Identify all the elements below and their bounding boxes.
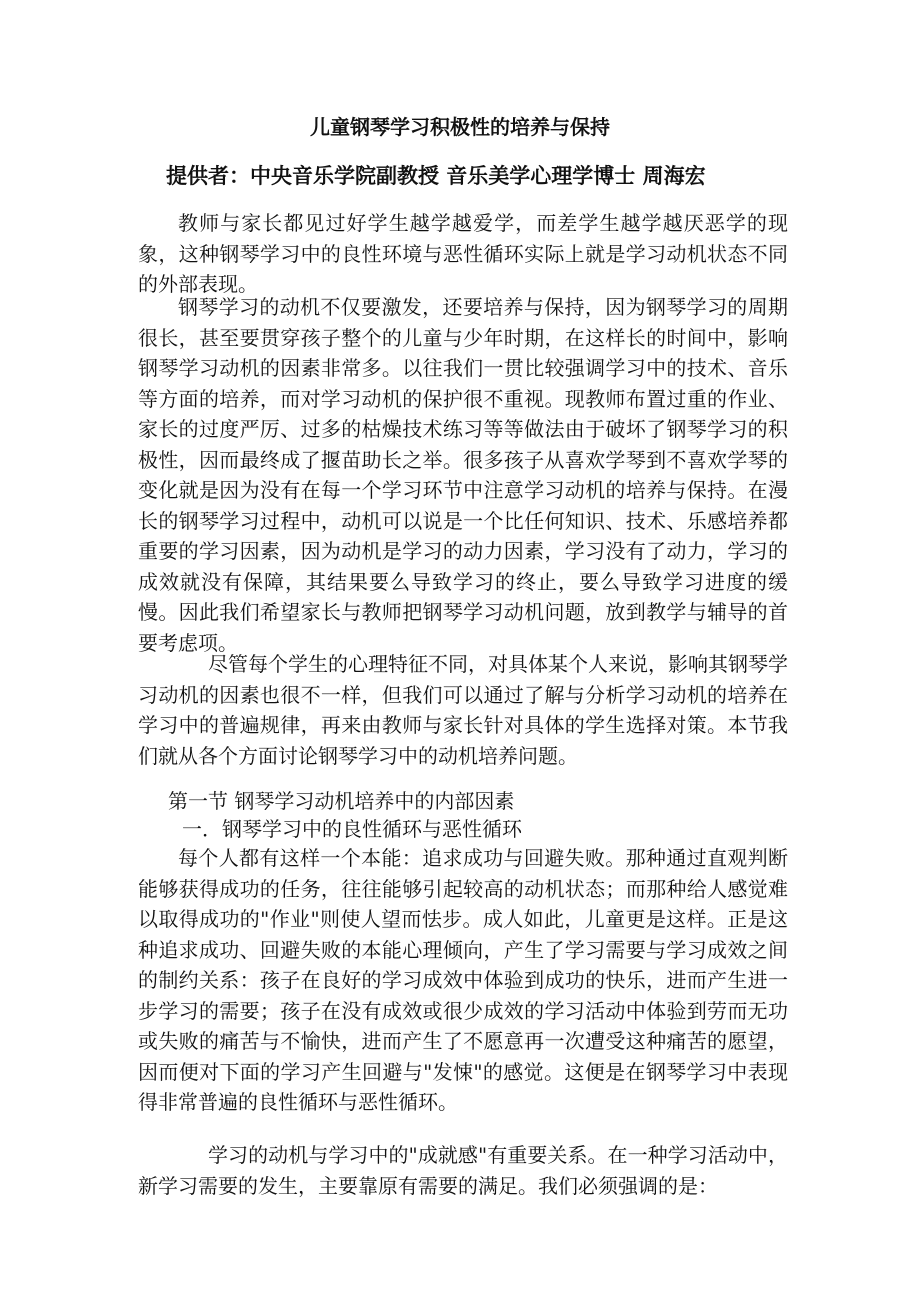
provider-line: 提供者：中央音乐学院副教授 音乐美学心理学博士 周海宏 <box>166 164 706 188</box>
document-title: 儿童钢琴学习积极性的培养与保持 <box>310 115 610 139</box>
paragraph-5: 学习的动机与学习中的"成就感"有重要关系。在一种学习活动中，新学习需要的发生，主要靠原有需要的满足。我们必须强调的是： <box>138 1143 788 1198</box>
paragraph-3: 尽管每个学生的心理特征不同，对具体某个人来说，影响其钢琴学习动机的因素也很不一样，但我们可以通过了解与分析学习动机的培养在学习中的普遍规律，再来由教师与家长针对具体的学生选择对策。本节我们就从各个方面讨论钢琴学习中的动机培养问题。 <box>138 652 788 768</box>
section-heading: 第一节 钢琴学习动机培养中的内部因素 <box>168 789 515 813</box>
paragraph-1: 教师与家长都见过好学生越学越爱学，而差学生越学越厌恶学的现象，这种钢琴学习中的良性环境与恶性循环实际上就是学习动机状态不同的外部表现。 <box>138 211 788 296</box>
paragraph-2: 钢琴学习的动机不仅要激发，还要培养与保持，因为钢琴学习的周期很长，甚至要贯穿孩子整个的儿童与少年时期，在这样长的时间中，影响钢琴学习动机的因素非常多。以往我们一贯比较强调学习中的技术、音乐等方面的培养，而对学习动机的保护很不重视。现教师布置过重的作业、家长的过度严厉、过多的枯燥技术练习等等做法由于破坏了钢琴学习的积极性，因而最终成了揠苗助长之举。很多孩子从喜欢学琴到不喜欢学琴的变化就是因为没有在每一个学习环节中注意学习动机的培养与保持。在漫长的钢琴学习过程中，动机可以说是一个比任何知识、技术、乐感培养都重要的学习因素，因为动机是学习的动力因素，学习没有了动力，学习的成效就没有保障，其结果要么导致学习的终止，要么导致学习进度的缓慢。因此我们希望家长与教师把钢琴学习动机问题，放到教学与辅导的首要考虑项。 <box>138 295 788 655</box>
subsection-heading: 一．钢琴学习中的良性循环与恶性循环 <box>182 817 522 841</box>
paragraph-4: 每个人都有这样一个本能：追求成功与回避失败。那种通过直观判断能够获得成功的任务，往往能够引起较高的动机状态；而那种给人感觉难以取得成功的"作业"则使人望而怯步。成人如此，儿童更是这样。正是这种追求成功、回避失败的本能心理倾向，产生了学习需要与学习成效之间的制约关系：孩子在良好的学习成效中体验到成功的快乐，进而产生进一步学习的需要；孩子在没有成效或很少成效的学习活动中体验到劳而无功或失败的痛苦与不愉快，进而产生了不愿意再一次遭受这种痛苦的愿望，因而便对下面的学习产生回避与"发悚"的感觉。这便是在钢琴学习中表现得非常普遍的良性循环与恶性循环。 <box>138 846 788 1114</box>
